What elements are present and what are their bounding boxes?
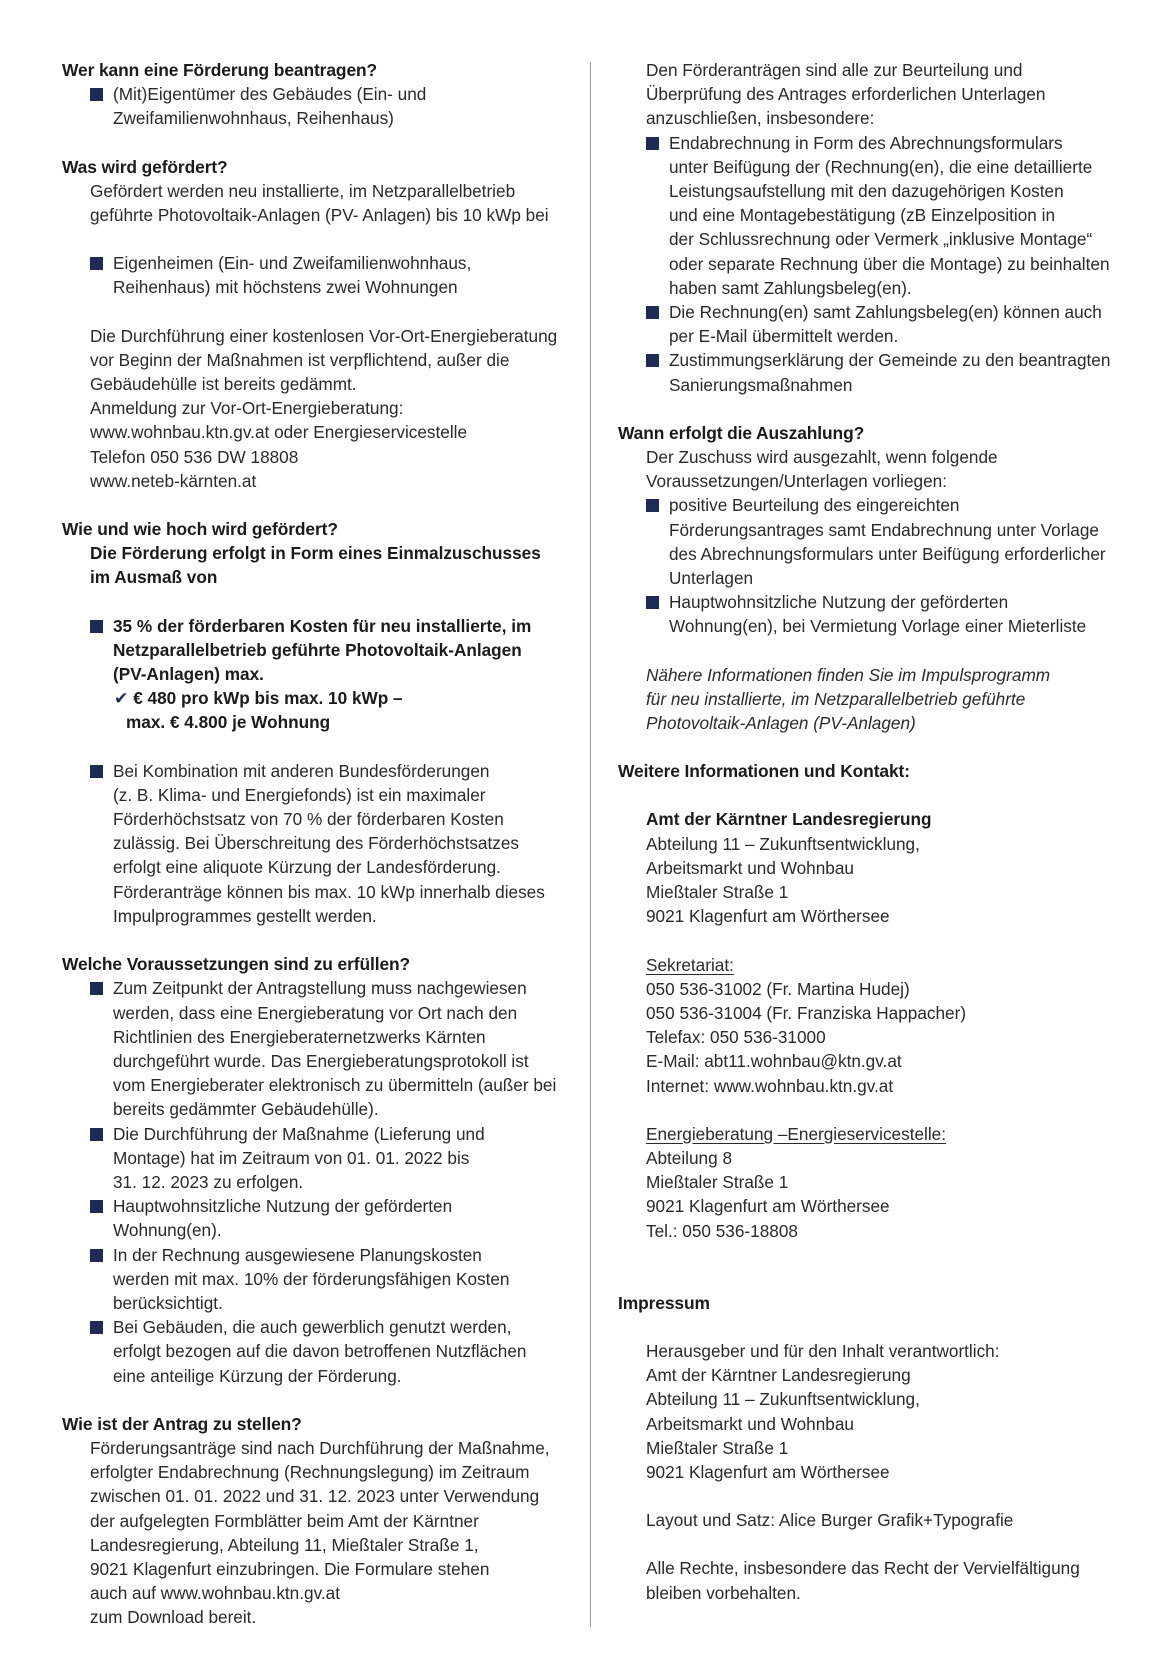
website-link[interactable]: Internet: www.wohnbau.ktn.gv.at bbox=[646, 1075, 894, 1096]
imprint-block: Herausgeber und für den Inhalt verantwortlich: Amt der Kärntner Landesregierung Abteilung 11 – Zukunftsentwicklung, Arbeitsmarkt und Wohnbau Mießtaler Straße 1 9021 Klagenfurt am Wörthersee Layout und Satz: Alice Burger Grafik+Typografie Alle Rechte, insbesondere das Recht der Vervielfältigung bleiben vorbehalten. bbox=[618, 1339, 1138, 1605]
secretariat-label: Sekretariat: bbox=[646, 954, 734, 975]
bullet-item: (Mit)Eigentümer des Gebäudes (Ein- und Zweifamilienwohnhaus, Reihenhaus) bbox=[90, 82, 582, 130]
check-line: ✔ € 480 pro kWp bis max. 10 kWp – bbox=[114, 688, 403, 709]
heading-payout: Wann erfolgt die Auszahlung? bbox=[618, 422, 865, 443]
layout-credit: Layout und Satz: Alice Burger Grafik+Typografie bbox=[646, 1510, 1014, 1531]
paragraph: Den Förderanträgen sind alle zur Beurteilung und Überprüfung des Antrages erforderlichen Unterlagen anzuschließen, insbesondere: bbox=[646, 60, 1046, 129]
bullet-list bbox=[618, 493, 1138, 638]
section-payout bbox=[618, 421, 1138, 735]
bullet-list bbox=[62, 251, 582, 299]
check-icon: ✔ bbox=[114, 688, 129, 709]
bullet-item: Die Durchführung der Maßnahme (Lieferung und Montage) hat im Zeitraum von 01. 01. 2022 bis 31. 12. 2023 zu erfolgen. bbox=[90, 1122, 582, 1195]
bullet-item: positive Beurteilung des eingereichten Förderungsantrages samt Endabrechnung unter Vorlage des Abrechnungsformulars unter Beifügung erforderlicher Unterlagen bbox=[646, 493, 1138, 590]
bullet-item: Zustimmungserklärung der Gemeinde zu den beantragten Sanierungsmaßnahmen bbox=[646, 348, 1138, 396]
heading-requirements: Welche Voraussetzungen sind zu erfüllen? bbox=[62, 954, 411, 975]
bullet-list bbox=[62, 759, 582, 928]
section-how-much bbox=[62, 517, 582, 928]
section-what bbox=[62, 155, 582, 493]
bullet-list bbox=[618, 131, 1138, 397]
paragraph: Gefördert werden neu installierte, im Netzparallelbetrieb geführte Photovoltaik-Anlagen (PV- Anlagen) bis 10 kWp bei bbox=[90, 180, 549, 226]
org-name: Amt der Kärntner Landesregierung bbox=[646, 809, 932, 830]
link-wohnbau[interactable]: www.wohnbau.ktn.gv.at oder Energieservicestelle bbox=[90, 422, 468, 443]
heading-what: Was wird gefördert? bbox=[62, 156, 228, 177]
bullet-item: Bei Kombination mit anderen Bundesförderungen (z. B. Klima- und Energiefonds) ist ein maximaler Förderhöchstsatz von 70 % der förderbaren Kosten zulässig. Bei Überschreitung des Förderhöchstsatzes erfolgt eine aliquote Kürzung der Landesförderung. Förderanträge können bis max. 10 kWp innerhalb dieses Impulprogrammes gestellt werden. bbox=[90, 759, 582, 928]
right-column bbox=[618, 58, 1138, 1629]
heading-application: Wie ist der Antrag zu stellen? bbox=[62, 1413, 302, 1434]
heading-contact: Weitere Informationen und Kontakt: bbox=[618, 761, 910, 782]
email-link[interactable]: E-Mail: abt11.wohnbau@ktn.gv.at bbox=[646, 1051, 902, 1072]
contact-block: Amt der Kärntner Landesregierung Abteilung 11 – Zukunftsentwicklung, Arbeitsmarkt und Wohnbau Mießtaler Straße 1 9021 Klagenfurt am Wörthersee Sekretariat: 050 536-31002 (Fr. Martina Hudej) 050 536-31004 (Fr. Franziska Happacher) Telefax: 050 536-31000 E-Mail: abt11.wohnbau@ktn.gv.at Internet: www.wohnbau.ktn.gv.at Energieberatung –Energieservicestelle: Abteilung 8 Mießtaler Straße 1 9021 Klagenfurt am Wörthersee Tel.: 050 536-18808 bbox=[618, 807, 1138, 1242]
section-documents bbox=[618, 58, 1138, 397]
bullet-item: Hauptwohnsitzliche Nutzung der geförderten Wohnung(en). bbox=[90, 1194, 582, 1242]
link-neteb[interactable]: www.neteb-kärnten.at bbox=[90, 470, 257, 491]
paragraph: Förderungsanträge sind nach Durchführung der Maßnahme, erfolgter Endabrechnung (Rechnungslegung) im Zeitraum zwischen 01. 01. 2022 und 31. 12. 2023 unter Verwendung der aufgelegten Formblätter beim Amt der Kärntner Landesregierung, Abteilung 11, Mießtaler Straße 1, 9021 Klagenfurt einzubringen. Die Formulare stehen auch auf www.wohnbau.ktn.gv.at zum Download bereit. bbox=[62, 1436, 582, 1630]
paragraph: Der Zuschuss wird ausgezahlt, wenn folgende Voraussetzungen/Unterlagen vorliegen: bbox=[646, 447, 998, 492]
left-column bbox=[62, 58, 582, 1654]
energy-service-label: Energieberatung –Energieservicestelle: bbox=[646, 1123, 947, 1144]
bullet-item-bold: 35 % der förderbaren Kosten für neu installierte, im Netzparallelbetrieb geführte Photovoltaik-Anlagen (PV-Anlagen) max. ✔ € 480 pro kWp bis max. 10 kWp – max. € 4.800 je Wohnung bbox=[90, 614, 582, 735]
bullet-item: Bei Gebäuden, die auch gewerblich genutzt werden, erfolgt bezogen auf die davon betroffenen Nutzflächen eine anteilige Kürzung der Förderung. bbox=[90, 1315, 582, 1388]
section-requirements bbox=[62, 952, 582, 1388]
heading-who: Wer kann eine Förderung beantragen? bbox=[62, 60, 378, 80]
section-application bbox=[62, 1412, 582, 1630]
bullet-list bbox=[62, 976, 582, 1387]
section-contact bbox=[618, 759, 1138, 1242]
bullet-item: Zum Zeitpunkt der Antragstellung muss nachgewiesen werden, dass eine Energieberatung vor Ort nach den Richtlinien des Energieberaternetzwerks Kärnten durchgeführt wurde. Das Energieberatungsprotokoll ist vom Energieberater elektronisch zu übermitteln (außer bei bereits gedämmter Gebäudehülle). bbox=[90, 976, 582, 1121]
heading-imprint: Impressum bbox=[618, 1292, 710, 1313]
paragraph-bold: Die Förderung erfolgt in Form eines Einmalzuschusses im Ausmaß von bbox=[90, 543, 541, 588]
bullet-item: Hauptwohnsitzliche Nutzung der geförderten Wohnung(en), bei Vermietung Vorlage einer Mieterliste bbox=[646, 590, 1138, 638]
link-wohnbau-download[interactable]: auch auf www.wohnbau.ktn.gv.at bbox=[90, 1583, 341, 1604]
bullet-list bbox=[62, 614, 582, 735]
note-italic: Nähere Informationen finden Sie im Impulsprogramm für neu installierte, im Netzparallelbetrieb geführte Photovoltaik-Anlagen (PV-Anlagen) bbox=[646, 664, 1051, 734]
column-divider bbox=[590, 62, 591, 1627]
bullet-item: Eigenheimen (Ein- und Zweifamilienwohnhaus, Reihenhaus) mit höchstens zwei Wohnungen bbox=[90, 251, 582, 299]
section-imprint bbox=[618, 1291, 1138, 1605]
bullet-item: Die Rechnung(en) samt Zahlungsbeleg(en) können auch per E-Mail übermittelt werden. bbox=[646, 300, 1138, 348]
bullet-item: Endabrechnung in Form des Abrechnungsformulars unter Beifügung der (Rechnung(en), die eine detaillierte Leistungsaufstellung mit den dazugehörigen Kosten und eine Montagebestätigung (zB Einzelposition in der Schlussrechnung oder Vermerk „inklusive Montage“ oder separate Rechnung über die Montage) zu beinhalten haben samt Zahlungsbeleg(en). bbox=[646, 131, 1138, 300]
bullet-item: In der Rechnung ausgewiesene Planungskosten werden mit max. 10% der förderungsfähigen Kosten berücksichtigt. bbox=[90, 1243, 582, 1316]
heading-how-much: Wie und wie hoch wird gefördert? bbox=[62, 519, 338, 540]
section-who bbox=[62, 58, 582, 131]
bullet-list bbox=[62, 82, 582, 130]
paragraph: Die Durchführung einer kostenlosen Vor-Ort-Energieberatung vor Beginn der Maßnahmen ist verpflichtend, außer die Gebäudehülle ist bereits gedämmt. Anmeldung zur Vor-Ort-Energieberatung: www.wohnbau.ktn.gv.at oder Energieservicestelle Telefon 050 536 DW 18808 www.neteb-kärnten.at bbox=[62, 324, 582, 493]
